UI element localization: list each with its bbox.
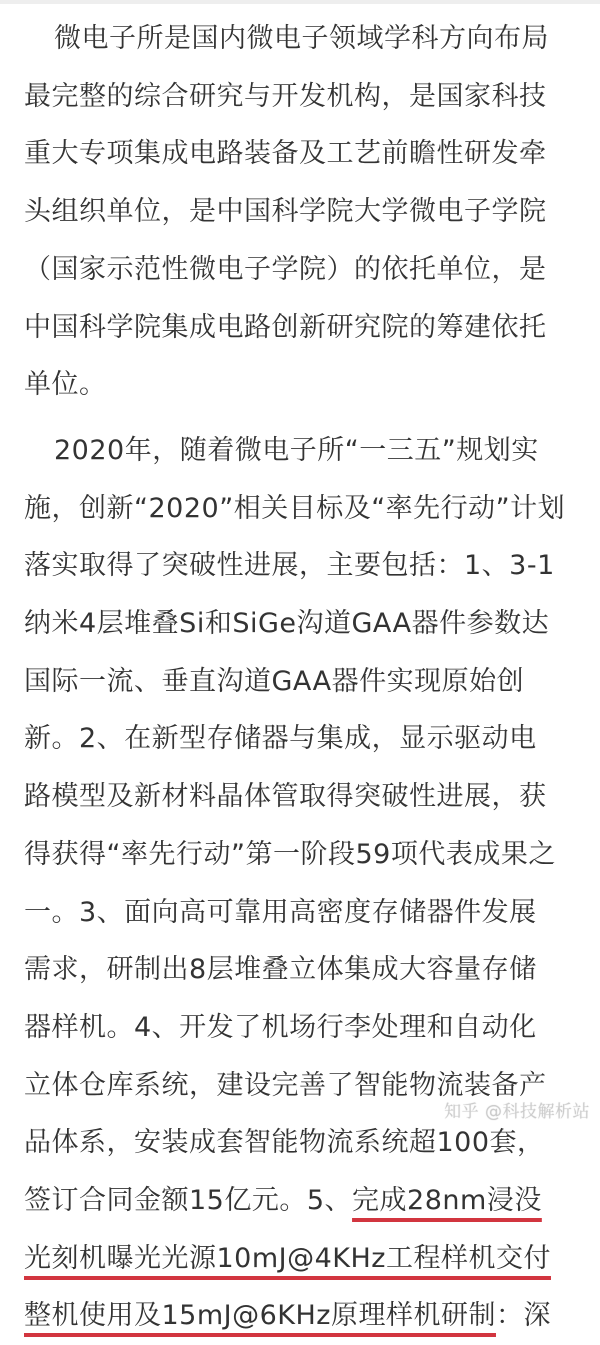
text-line: 得获得“率先行动”第一阶段59项代表成果之 [24,838,556,870]
text-line: 头组织单位，是中国科学院大学微电子学院 [24,196,547,228]
text-line: 路模型及新材料晶体管取得突破性进展，获 [24,781,547,813]
text-line: 国际一流、垂直沟道GAA器件实现原始创 [24,665,525,697]
text-line: 单位。 [24,369,107,401]
text-line: 最完整的综合研究与开发机构，是国家科技 [24,80,547,112]
text-line: 2020年，随着微电子所“一三五”规划实 [54,434,539,466]
top-border [0,0,600,4]
text-line: 中国科学院集成电路创新研究院的筹建依托 [24,311,547,343]
highlighted-text: 光刻机曝光光源10mJ@4KHz工程样机交付 [24,1242,551,1274]
text-line-with-highlight [24,1287,584,1345]
text-line: 落实取得了突破性进展，主要包括：1、3-1 [24,550,555,582]
text-line-with-highlight [24,1172,584,1230]
text-line: （国家示范性微电子学院）的依托单位，是 [24,253,547,285]
article-body [24,10,584,1345]
highlighted-text: 整机使用及15mJ@6KHz原理样机研制 [24,1300,496,1332]
text-line: 立体仓库系统，建设完善了智能物流装备产 [24,1069,547,1101]
text-line: 微电子所是国内微电子领域学科方向布局 [54,23,549,54]
text-line: 需求，研制出8层堆叠立体集成大容量存储 [24,954,537,986]
plain-text: ：深 [495,1300,551,1332]
text-line: 一。3、面向高可靠用高密度存储器件发展 [24,896,537,928]
text-line: 纳米4层堆叠Si和SiGe沟道GAA器件参数达 [24,608,550,640]
text-line: 重大专项集成电路装备及工艺前瞻性研发牵 [24,138,547,170]
paragraph-2020-progress [24,422,584,1345]
text-line: 品体系，安装成套智能物流系统超100套， [24,1127,545,1159]
text-line: 新。2、在新型存储器与集成，显示驱动电 [24,723,537,755]
text-line-with-highlight [24,1230,584,1288]
zhihu-watermark: 知乎 @科技解析站 [444,1102,590,1122]
text-line: 器样机。4、开发了机场行李处理和自动化 [24,1011,537,1043]
plain-text: 签订合同金额15亿元。5、 [24,1185,353,1217]
paragraph-institute-intro [24,10,584,414]
text-line: 施，创新“2020”相关目标及“率先行动”计划 [24,492,566,524]
highlighted-text: 完成28nm浸没 [352,1185,542,1217]
